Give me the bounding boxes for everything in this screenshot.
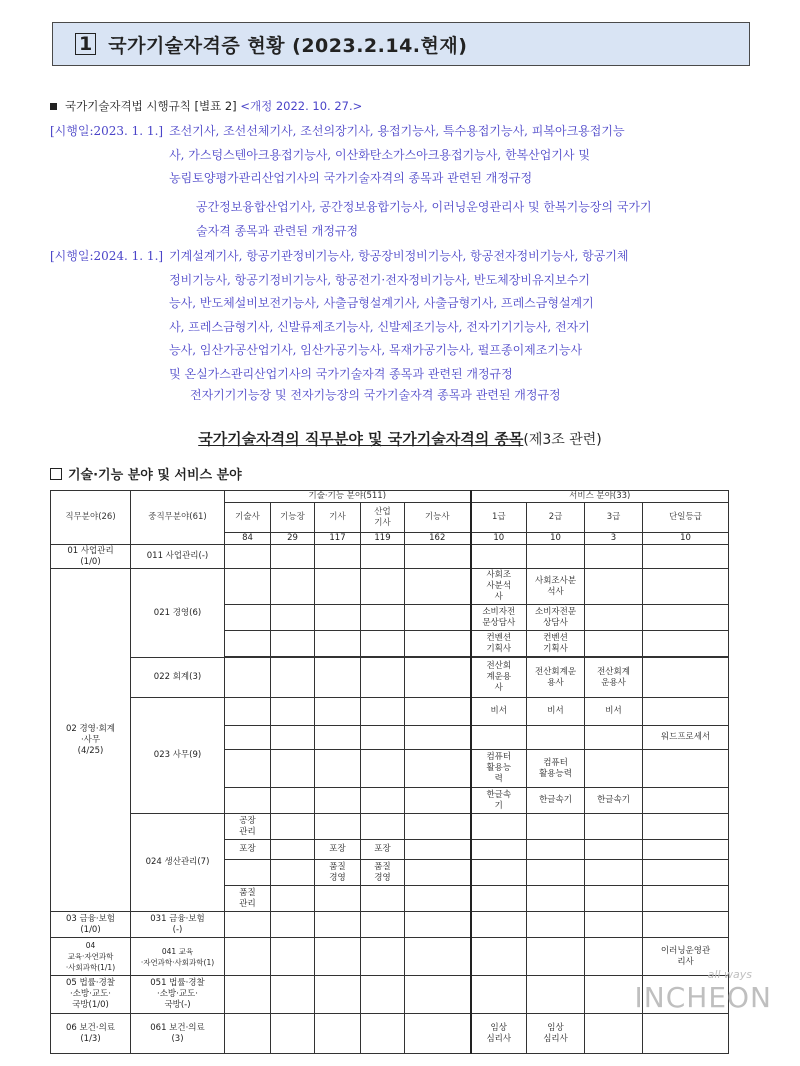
subtitle-main: 국가기술자격의 직무분야 및 국가기술자격의 종목: [198, 430, 524, 448]
subtitle-note: (제3조 관련): [523, 432, 602, 448]
effective-date-label: [시행일:2023. 1. 1.]: [50, 124, 164, 138]
section-line: 조선기사, 조선선체기사, 조선의장기사, 용접기능사, 특수용접기능사, 피복아크용접기능: [169, 124, 625, 138]
section-line: 농림토양평가관리산업기사의 국가기술자격의 종목과 관련된 개정규정: [169, 171, 533, 185]
table-cell: 포장: [225, 840, 271, 860]
field-cell: 02 경영·회계 ·사무 (4/25): [51, 569, 131, 912]
count-cell: 10: [643, 533, 729, 545]
table-cell: 품질 경영: [361, 860, 405, 886]
count-cell: 10: [527, 533, 585, 545]
table-cell: 소비자전문 상담사: [527, 605, 585, 631]
table-cell: 품질 관리: [225, 886, 271, 912]
col-field-header: 직무분야(26): [51, 491, 131, 545]
subfield-cell: 011 사업관리(-): [131, 545, 225, 569]
watermark-big: INCHEON: [634, 981, 772, 1014]
col-header: 기사: [315, 503, 361, 533]
table-cell: 전산회계운 용사: [527, 658, 585, 698]
subfield-cell: 051 법률·경찰 ·소방·교도· 국방(-): [131, 976, 225, 1014]
col-header: 기술사: [225, 503, 271, 533]
tech-group-header: 기술·기능 분야(511): [225, 491, 471, 503]
table-cell: 비서: [527, 698, 585, 726]
table-subtitle: [0, 428, 800, 449]
bullet-square-icon: [50, 103, 57, 110]
subfield-cell: 024 생산관리(7): [131, 814, 225, 912]
law-reference: [50, 98, 362, 114]
table-cell: 한글속기: [527, 788, 585, 814]
field-cell: 04 교육·자연과학 ·사회과학(1/1): [51, 938, 131, 976]
table-cell: 이러닝운영관 리사: [643, 938, 729, 976]
section-line: 술자격 종목과 관련된 개정규정: [196, 223, 359, 238]
col-header: 산업 기사: [361, 503, 405, 533]
section-line: 정비기능사, 항공기정비기능사, 항공전기·전자정비기능사, 반도체장비유지보수기: [169, 272, 590, 287]
service-group-header: 서비스 분야(33): [471, 491, 729, 503]
law-name: 국가기술자격법 시행규칙 [별표 2]: [65, 99, 237, 113]
col-header: 2급: [527, 503, 585, 533]
table-cell: 소비자전 문상담사: [471, 605, 527, 631]
section-line: 사, 가스텅스텐아크용접기능사, 이산화탄소가스아크용접기능사, 한복산업기사 및: [169, 147, 590, 162]
count-cell: 119: [361, 533, 405, 545]
table-cell: 전산회 계운용 사: [471, 658, 527, 698]
watermark: [635, 968, 772, 1014]
page-title: 국가기술자격증 현황 (2023.2.14.현재): [108, 34, 468, 57]
watermark-small: all ways: [707, 968, 752, 981]
table-cell: 사회조 사분석 사: [471, 569, 527, 605]
section-line: 사, 프레스금형기사, 신발류제조기능사, 신발제조기능사, 전자기기기능사, 전자기: [169, 319, 590, 334]
table-cell: 비서: [585, 698, 643, 726]
table-cell: 임상 심리사: [527, 1014, 585, 1054]
table-cell: 컨벤션 기획사: [527, 631, 585, 657]
section-line: 기계설계기사, 항공기관정비기능사, 항공장비정비기능사, 항공전자정비기능사, 항공기체: [169, 249, 629, 263]
section-line: 능사, 임산가공산업기사, 임산가공기능사, 목재가공기능사, 펄프종이제조기능사: [169, 343, 583, 357]
col-header: 단일등급: [643, 503, 729, 533]
field-cell: 03 금융·보험 (1/0): [51, 912, 131, 938]
title-box: [52, 22, 750, 66]
subfield-cell: 023 사무(9): [131, 698, 225, 814]
table-cell: 포장: [315, 840, 361, 860]
effective-date-label: [시행일:2024. 1. 1.]: [50, 249, 164, 263]
table-cell: 포장: [361, 840, 405, 860]
table-cell: 한글속 기: [471, 788, 527, 814]
count-cell: 10: [471, 533, 527, 545]
count-cell: 162: [405, 533, 471, 545]
effective-section-2023: [50, 120, 760, 191]
col-header: 기능장: [271, 503, 315, 533]
table-cell: 사회조사분 석사: [527, 569, 585, 605]
section-line: 및 온실가스관리산업기사의 국가기술자격 종목과 관련된 개정규정: [169, 366, 513, 381]
section-line: 능사, 반도체설비보전기능사, 사출금형설계기사, 사출금형기사, 프레스금형설계기: [169, 296, 594, 310]
col-header: 3급: [585, 503, 643, 533]
table-cell: 임상 심리사: [471, 1014, 527, 1054]
table-cell: 공장 관리: [225, 814, 271, 840]
table-cell: 전산회계 운용사: [585, 658, 643, 698]
section-line: 전자기기기능장 및 전자기능장의 국가기술자격 종목과 관련된 개정규정: [190, 388, 561, 402]
effective-section-2024: [50, 245, 760, 386]
count-cell: 84: [225, 533, 271, 545]
table-cell: 품질 경영: [315, 860, 361, 886]
section-extra-2023: [196, 196, 756, 243]
col-subfield-header: 중직무분야(61): [131, 491, 225, 545]
col-header: 기능사: [405, 503, 471, 533]
field-cell: 01 사업관리 (1/0): [51, 545, 131, 569]
subfield-cell: 022 회계(3): [131, 658, 225, 698]
count-cell: 3: [585, 533, 643, 545]
title-number: 1: [75, 33, 96, 55]
table-cell: 컴퓨터 활용능 력: [471, 750, 527, 788]
law-revision: <개정 2022. 10. 27.>: [240, 99, 363, 113]
table-cell: 비서: [471, 698, 527, 726]
section-heading: [50, 464, 242, 483]
section-line: 공간정보융합산업기사, 공간정보융합기능사, 이러닝운영관리사 및 한복기능장의 국가기: [196, 200, 652, 214]
col-header: 1급: [471, 503, 527, 533]
subfield-cell: 031 금융·보험 (-): [131, 912, 225, 938]
section-heading-text: 기술·기능 분야 및 서비스 분야: [68, 468, 242, 483]
table-cell: 컴퓨터 활용능력: [527, 750, 585, 788]
count-cell: 117: [315, 533, 361, 545]
field-cell: 05 법률·경찰 ·소방·교도· 국방(1/0): [51, 976, 131, 1014]
table-cell: 한글속기: [585, 788, 643, 814]
checkbox-square-icon: [50, 468, 62, 480]
table-cell: 컨벤션 기획사: [471, 631, 527, 657]
subfield-cell: 021 경영(6): [131, 569, 225, 658]
count-cell: 29: [271, 533, 315, 545]
subfield-cell: 041 교육 ·자연과학·사회과학(1): [131, 938, 225, 976]
qualification-table: [50, 490, 729, 1054]
field-cell: 06 보건·의료 (1/3): [51, 1014, 131, 1054]
subfield-cell: 061 보건·의료 (3): [131, 1014, 225, 1054]
section-extra-2024: [190, 384, 750, 408]
table-cell: 워드프로세서: [643, 726, 729, 750]
